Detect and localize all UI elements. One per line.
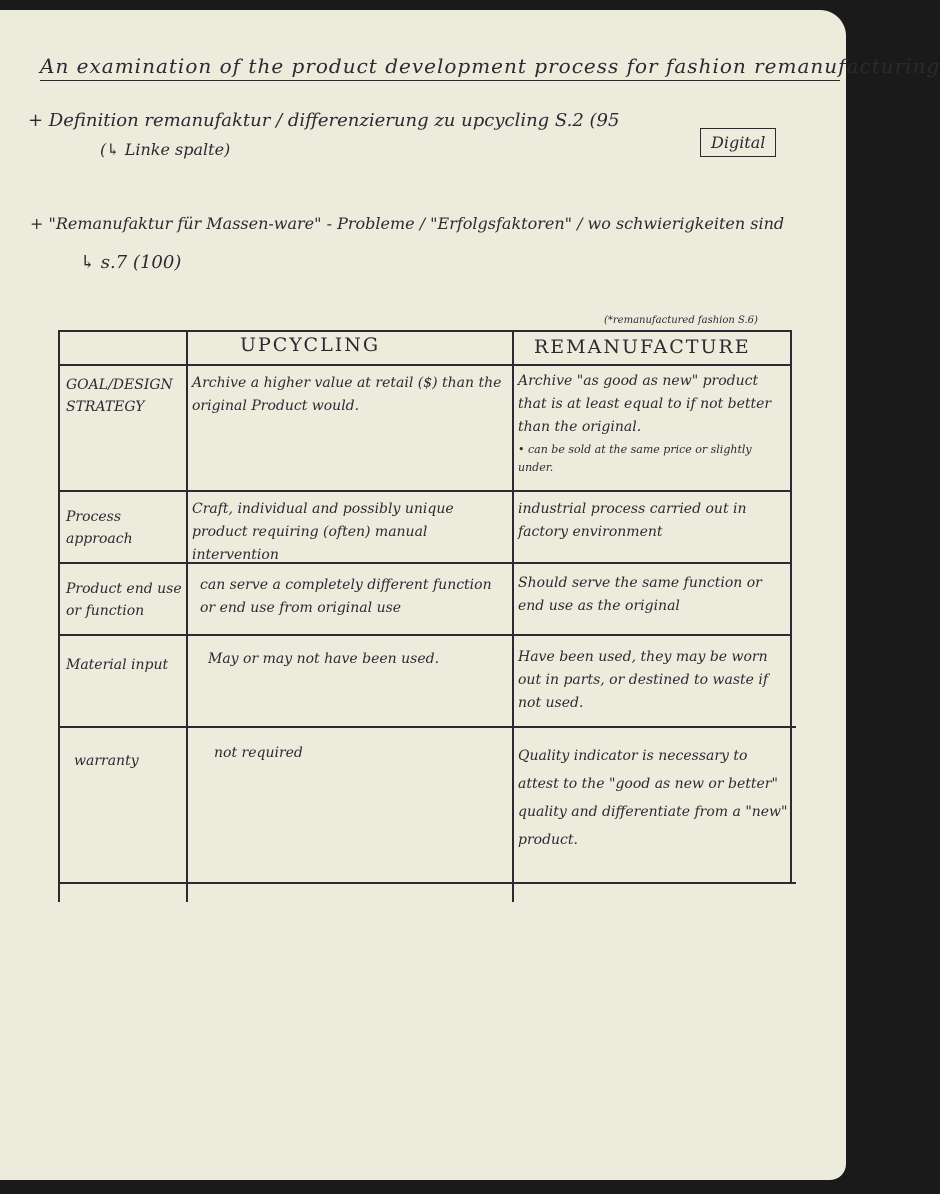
row-divider [58, 726, 796, 728]
row-divider [58, 490, 790, 492]
notebook-page [0, 10, 940, 1180]
table-divider-columns [512, 330, 514, 902]
header-upcycling: UPCYCLING [240, 334, 381, 356]
note-line-left-column: (↳ Linke spalte) [100, 140, 231, 159]
page-title: An examination of the product development process for fashion remanufacturing [40, 54, 840, 81]
row-divider [58, 364, 790, 366]
remanufacture-goal-text: Archive "as good as new" product that is at least equal to if not better than the original. [518, 373, 772, 435]
cell-remanufacture-process: industrial process carried out in factory environment [518, 501, 747, 540]
row-label-end-use: Product end use or function [66, 581, 182, 619]
cell-remanufacture-material: Have been used, they may be worn out in parts, or destined to waste if not used. [518, 649, 769, 711]
note-line-page-ref: ↳ s.7 (100) [80, 252, 182, 273]
cell-upcycling-goal: Archive a higher value at retail ($) than the original Product would. [192, 375, 502, 414]
cell-upcycling-material: May or may not have been used. [208, 651, 440, 667]
row-divider [58, 634, 790, 636]
table-border-left [58, 330, 60, 902]
row-label-process: Process approach [66, 509, 133, 547]
source-footnote: (*remanufactured fashion S.6) [604, 315, 758, 326]
note-line-definition: + Definition remanufaktur / differenzierung zu upcycling S.2 (95 [28, 110, 620, 131]
cell-remanufacture-goal [518, 370, 786, 477]
cell-upcycling-process: Craft, individual and possibly unique product requiring (often) manual intervention [192, 501, 454, 563]
table-border-bottom [58, 882, 796, 884]
row-label-material: Material input [66, 657, 169, 673]
digital-box: Digital [700, 128, 776, 157]
table-divider-label [186, 330, 188, 902]
cell-remanufacture-warranty: Quality indicator is necessary to attest to the "good as new or better" quality and differentiate from a "new" product. [518, 748, 788, 848]
header-remanufacture: REMANUFACTURE [534, 336, 751, 358]
cell-upcycling-warranty: not required [214, 745, 303, 761]
cell-remanufacture-end-use: Should serve the same function or end use as the original [518, 575, 762, 614]
row-label-warranty: warranty [74, 753, 139, 769]
note-line-mass-ware: + "Remanufaktur für Massen-ware" - Probleme / "Erfolgsfaktoren" / wo schwierigkeiten sind [30, 214, 785, 233]
table-border-top [58, 330, 790, 332]
remanufacture-goal-note: • can be sold at the same price or slightly under. [518, 443, 752, 474]
cell-upcycling-end-use: can serve a completely different function or end use from original use [200, 577, 492, 616]
row-label-goal: GOAL/DESIGN STRATEGY [66, 377, 173, 415]
